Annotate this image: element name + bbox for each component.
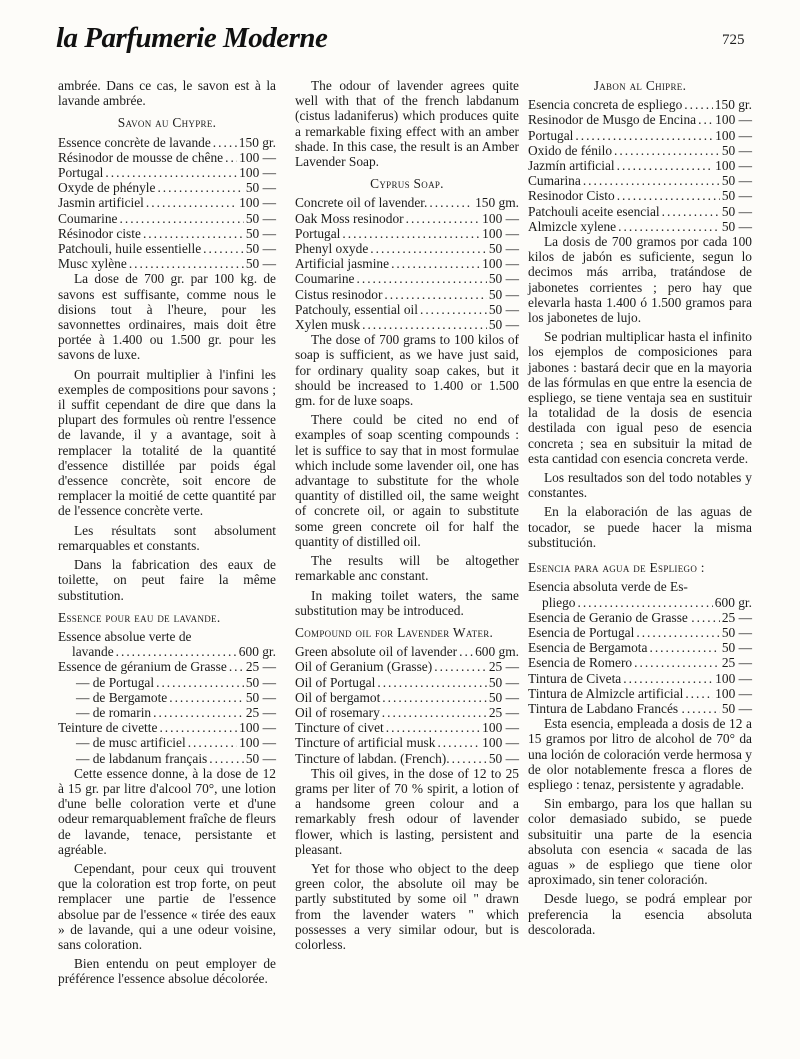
recipe-row: Tintura de Labdano Francés . ..... 50 — bbox=[528, 701, 752, 716]
paragraph: Les résultats sont absolument remarquables et constants. bbox=[58, 522, 276, 553]
recipe-row: Phenyl oxyde ..... 50 — bbox=[295, 241, 519, 256]
recipe-row: Xylen musk ..... 50 — bbox=[295, 317, 519, 332]
column-english bbox=[295, 78, 519, 956]
paragraph: The dose of 700 grams to 100 kilos of soap is sufficient, as we have just said, for ordinary quality soap cakes, but it should be increased to 1.400 or 1.500 gm. for de luxe soaps. bbox=[295, 332, 519, 409]
recipe-row: Portugal ..... 100 — bbox=[58, 165, 276, 180]
recipe-row: Jasmin artificiel ..... 100 — bbox=[58, 195, 276, 210]
recipe-row: Oak Moss resinodor ..... 100 — bbox=[295, 211, 519, 226]
recipe-row: Esencia de Geranio de Grasse . ..... 25 — bbox=[528, 610, 752, 625]
paragraph: Bien entendu on peut employer de préférence l'essence absolue décolorée. bbox=[58, 956, 276, 987]
recipe-row: Oil of Geranium (Grasse) ..... 25 — bbox=[295, 659, 519, 674]
recipe-row: Portugal ..... 100 — bbox=[295, 226, 519, 241]
paragraph: This oil gives, in the dose of 12 to 25 grams per liter of 70 % spirit, a lotion of a handsome green colour and a remarkably fresh odour of lavender flower, which is lasting, persistent and pleasant. bbox=[295, 765, 519, 857]
recipe-row: Patchouly, essential oil ..... 50 — bbox=[295, 302, 519, 317]
recipe-list bbox=[295, 195, 519, 332]
page-number: 725 bbox=[722, 32, 745, 48]
paragraph: Cette essence donne, à la dose de 12 à 15 gr. par litre d'alcool 70°, une lotion d'une belle coloration verte et d'une odeur remarquablement fraîche de fleurs de lavande, tenace, persistante et agréable. bbox=[58, 765, 276, 857]
recipe-row: Musc xylène ..... 50 — bbox=[58, 256, 276, 271]
recipe-row: — de romarin ..... 25 — bbox=[58, 705, 276, 720]
recipe-row: Green absolute oil of lavender ..... 600 gm. bbox=[295, 644, 519, 659]
recipe-row: Tincture of labdan. (French). ..... 50 — bbox=[295, 751, 519, 766]
recipe-row: Oxido de fénilo ..... 50 — bbox=[528, 143, 752, 158]
recipe-row: Oxyde de phényle ..... 50 — bbox=[58, 180, 276, 195]
recipe-row: Tincture of artificial musk ..... 100 — bbox=[295, 735, 519, 750]
paragraph: En la elaboración de las aguas de tocador, se puede hacer la misma substitución. bbox=[528, 504, 752, 550]
recipe-row: Résinodor ciste ..... 50 — bbox=[58, 226, 276, 241]
paragraph: Dans la fabrication des eaux de toilette, on peut faire la même substitution. bbox=[58, 557, 276, 603]
paragraph: Yet for those who object to the deep green color, the absolute oil may be partly substituted by some oil " drawn from the lavender waters " which possesses a very similar odour, but is colorless. bbox=[295, 860, 519, 952]
recipe-row: Jazmín artificial ..... 100 — bbox=[528, 158, 752, 173]
recipe-list bbox=[528, 97, 752, 234]
paragraph: On pourrait multiplier à l'infini les exemples de compositions pour savons ; il suffit cependant de dire que dans la plupart des formules où rentre l'essence de lavande, il y a avantage, soit à remplacer la totalité de la quantité d'essence distillée par poids égal d'essence concrète, soit encore de remplacer la moitié de cette quantité par de l'essence concrète verte. bbox=[58, 366, 276, 519]
recipe-row: Cistus resinodor ..... 50 — bbox=[295, 287, 519, 302]
recipe-row: Portugal ..... 100 — bbox=[528, 128, 752, 143]
recipe-first-line: Esencia absoluta verde de Es- bbox=[528, 579, 688, 595]
paragraph: Esta esencia, empleada a dosis de 12 a 15 gramos por litro de alcohol de 70° da una loción de coloración verde hermosa y de olor notablemente fresca a flores de espliego : tenaz, persistente y agradable. bbox=[528, 716, 752, 792]
recipe-row: — de Portugal ..... 50 — bbox=[58, 675, 276, 690]
recipe-row: Tintura de Civeta ..... 100 — bbox=[528, 671, 752, 686]
recipe-row: Esencia de Bergamota ..... 50 — bbox=[528, 640, 752, 655]
recipe-row: Cumarina ..... 50 — bbox=[528, 173, 752, 188]
recipe-row: — de musc artificiel ..... 100 — bbox=[58, 735, 276, 750]
recipe-title: Esencia para agua de Espliego : bbox=[528, 560, 705, 576]
paragraph: Los resultados son del todo notables y constantes. bbox=[528, 470, 752, 501]
journal-masthead: la Parfumerie Moderne bbox=[56, 22, 328, 54]
recipe-row: Essence de géranium de Grasse ..... 25 — bbox=[58, 659, 276, 674]
paragraph: In making toilet waters, the same substitution may be introduced. bbox=[295, 587, 519, 618]
recipe-title: Jabon al Chipre. bbox=[593, 78, 687, 93]
paragraph: The odour of lavender agrees quite well with that of the french labdanum (cistus ladaniferus) which produces quite a remarkable fixing effect with an amber shade. In this case, the result is an Amber Lavender Soap. bbox=[295, 78, 519, 170]
recipe-list bbox=[295, 644, 519, 766]
recipe-row: Esencia de Portugal ..... 50 — bbox=[528, 625, 752, 640]
recipe-row: — de labdanum français ..... 50 — bbox=[58, 751, 276, 766]
recipe-row: Resinodor de Musgo de Encina ..... 100 — bbox=[528, 112, 752, 127]
recipe-list bbox=[58, 629, 276, 766]
recipe-row: Oil of rosemary ..... 25 — bbox=[295, 705, 519, 720]
recipe-row: Almizcle xylene ..... 50 — bbox=[528, 219, 752, 234]
recipe-row: Esencia concreta de espliego ..... 150 gr. bbox=[528, 97, 752, 112]
recipe-row: pliego ..... 600 gr. bbox=[528, 595, 752, 610]
recipe-row: lavande ..... 600 gr. bbox=[58, 644, 276, 659]
recipe-first-line: Essence absolue verte de bbox=[58, 628, 192, 644]
recipe-title: Cyprus Soap. bbox=[370, 176, 444, 192]
column-spanish bbox=[528, 78, 752, 941]
recipe-row: Tintura de Almizcle artificial ..... 100 — bbox=[528, 686, 752, 701]
paragraph: Sin embargo, para los que hallan su color demasiado subido, se puede subsituitir una parte de la esencia absoluta con esencia « sacada de las aguas » de espliego que tiene olor aproximado, sin tener coloración. bbox=[528, 796, 752, 888]
recipe-row: Résinodor de mousse de chêne ..... 100 — bbox=[58, 150, 276, 165]
recipe-row: Resinodor Cisto ..... 50 — bbox=[528, 188, 752, 203]
paragraph: The results will be altogether remarkable anc constant. bbox=[295, 553, 519, 584]
recipe-row: — de Bergamote ..... 50 — bbox=[58, 690, 276, 705]
paragraph: Desde luego, se podrá emplear por preferencia la esencia absoluta descolorada. bbox=[528, 891, 752, 937]
recipe-row: Coumarine ..... 50 — bbox=[58, 211, 276, 226]
paragraph: La dosis de 700 gramos por cada 100 kilos de jabón es suficiente, segun lo decimos más arriba, tratándose de jabonetes corrientes ; pero hay que elevarla hasta 1.400 ó 1.500 gramos para los jabonetes de lujo. bbox=[528, 234, 752, 326]
recipe-row: Oil of bergamot ..... 50 — bbox=[295, 690, 519, 705]
recipe-row: Artificial jasmine ..... 100 — bbox=[295, 256, 519, 271]
paragraph: La dose de 700 gr. par 100 kg. de savons est suffisante, comme nous le disions tout à l'heure, pour les savonnettes ordinaires, mais doit être portée à 1.400 ou 1.500 gr. pour les savons de luxe. bbox=[58, 271, 276, 363]
recipe-row: Patchouli, huile essentielle ..... 50 — bbox=[58, 241, 276, 256]
recipe-title: Compound oil for Lavender Water. bbox=[295, 624, 494, 640]
recipe-row: Essence concrète de lavande ..... 150 gr. bbox=[58, 135, 276, 150]
column-french bbox=[58, 78, 276, 991]
paragraph: Se podrian multiplicar hasta el infinito los ejemplos de composiciones para jabones : bastará decir que en la mayoria de las fórmulas en que entre la esencia de espliego, se tiene ventaja sea en sustituir la totalidad de la dosis de esencia destilada con igual peso de esencia concreta ; sea en subsituir la mitad de esta cantidad con esencia concreta verde. bbox=[528, 329, 752, 466]
recipe-title: Essence pour eau de lavande. bbox=[58, 609, 221, 625]
recipe-title: Savon au Chypre. bbox=[117, 115, 217, 131]
recipe-list bbox=[528, 579, 752, 716]
recipe-row: Esencia de Romero ..... 25 — bbox=[528, 655, 752, 670]
recipe-row: Teinture de civette ..... 100 — bbox=[58, 720, 276, 735]
recipe-list bbox=[58, 135, 276, 272]
recipe-row: Oil of Portugal ..... 50 — bbox=[295, 675, 519, 690]
recipe-row: Concrete oil of lavender. ..... 150 gm. bbox=[295, 195, 519, 210]
paragraph: ambrée. Dans ce cas, le savon est à la lavande ambrée. bbox=[58, 78, 276, 109]
recipe-row: Patchouli aceite esencial ..... 50 — bbox=[528, 204, 752, 219]
paragraph: Cependant, pour ceux qui trouvent que la coloration est trop forte, on peut remplacer une partie de l'essence absolue par de l'essence « tirée des eaux » de lavande, qui a une odeur voisine, sans coloration. bbox=[58, 860, 276, 952]
paragraph: There could be cited no end of examples of soap scenting compounds : let is suffice to say that in most formulae which include some lavender oil, one has advantage to substitute for the whole quantity of distilled oil, the same weight of concrete oil, or again to substitute some green concrete oil for half the quantity of distilled oil. bbox=[295, 412, 519, 549]
recipe-row: Tincture of civet ..... 100 — bbox=[295, 720, 519, 735]
recipe-row: Coumarine ..... 50 — bbox=[295, 271, 519, 286]
